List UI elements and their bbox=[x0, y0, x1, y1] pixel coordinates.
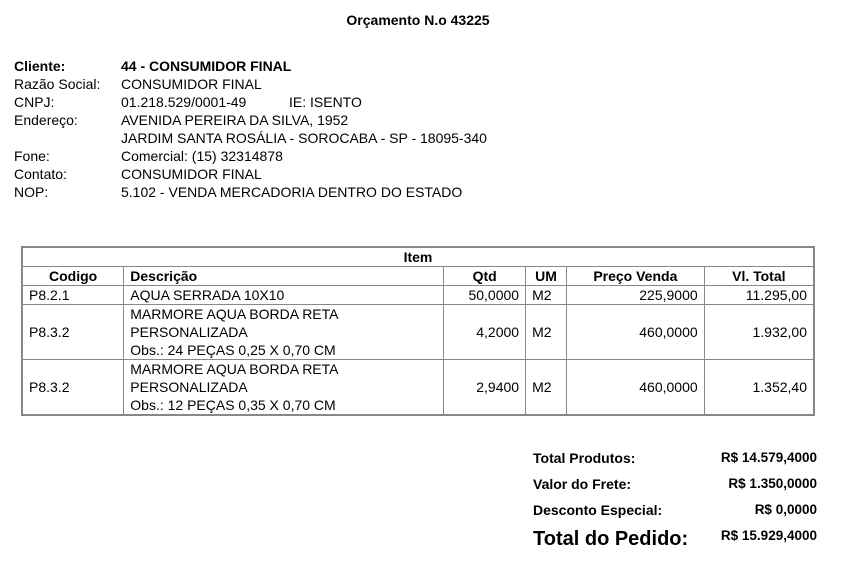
row-obs: Obs.: 12 PEÇAS 0,35 X 0,70 CM bbox=[130, 397, 336, 413]
row-desc-line: AQUA SERRADA 10X10 bbox=[130, 287, 285, 303]
endereco-line-2: JARDIM SANTA ROSÁLIA - SOROCABA - SP - 18095-340 bbox=[121, 130, 487, 146]
nop-value: 5.102 - VENDA MERCADORIA DENTRO DO ESTADO bbox=[121, 184, 463, 200]
row-descricao bbox=[124, 305, 444, 360]
totals-block bbox=[533, 450, 817, 554]
ie-value: IE: ISENTO bbox=[289, 94, 362, 110]
cnpj-value: 01.218.529/0001-49 bbox=[121, 94, 247, 110]
total-produtos-label: Total Produtos: bbox=[533, 450, 636, 466]
row-codigo: P8.2.1 bbox=[22, 286, 124, 305]
row-desc-line: MARMORE AQUA BORDA RETA bbox=[130, 306, 339, 322]
frete-row bbox=[533, 476, 817, 502]
row-desc-line: PERSONALIZADA bbox=[130, 379, 248, 395]
row-desc-line: MARMORE AQUA BORDA RETA bbox=[130, 361, 339, 377]
endereco-label: Endereço: bbox=[14, 112, 78, 128]
fone-value: Comercial: (15) 32314878 bbox=[121, 148, 283, 164]
nop-label: NOP: bbox=[14, 184, 49, 200]
razao-value: CONSUMIDOR FINAL bbox=[121, 76, 262, 92]
items-table bbox=[21, 246, 815, 416]
table-caption-row bbox=[22, 247, 814, 267]
razao-label: Razão Social: bbox=[14, 76, 101, 92]
row-desc-line: PERSONALIZADA bbox=[130, 324, 248, 340]
endereco-line-1: AVENIDA PEREIRA DA SILVA, 1952 bbox=[121, 112, 349, 128]
row-qtd: 2,9400 bbox=[444, 360, 526, 416]
cliente-value: 44 - CONSUMIDOR FINAL bbox=[121, 58, 292, 74]
row-descricao bbox=[124, 286, 444, 305]
row-codigo: P8.3.2 bbox=[22, 360, 124, 416]
header-preco: Preço Venda bbox=[567, 267, 705, 286]
row-total: 1.932,00 bbox=[704, 305, 814, 360]
row-total: 1.352,40 bbox=[704, 360, 814, 416]
row-um: M2 bbox=[526, 286, 567, 305]
row-um: M2 bbox=[526, 360, 567, 416]
total-pedido-label: Total do Pedido: bbox=[533, 528, 689, 550]
table-row bbox=[22, 305, 814, 360]
table-caption: Item bbox=[22, 247, 814, 267]
header-descricao: Descrição bbox=[124, 267, 444, 286]
row-preco: 460,0000 bbox=[567, 305, 705, 360]
contato-label: Contato: bbox=[14, 166, 67, 182]
total-pedido-row bbox=[533, 528, 817, 554]
desconto-row bbox=[533, 502, 817, 528]
contato-value: CONSUMIDOR FINAL bbox=[121, 166, 262, 182]
row-codigo: P8.3.2 bbox=[22, 305, 124, 360]
table-row bbox=[22, 286, 814, 305]
row-um: M2 bbox=[526, 305, 567, 360]
total-pedido-value: R$ 15.929,4000 bbox=[720, 528, 817, 543]
frete-value: R$ 1.350,0000 bbox=[728, 476, 817, 491]
row-preco: 225,9000 bbox=[567, 286, 705, 305]
page-title: Orçamento N.o 43225 bbox=[346, 12, 490, 28]
row-obs: Obs.: 24 PEÇAS 0,25 X 0,70 CM bbox=[130, 342, 336, 358]
fone-label: Fone: bbox=[14, 148, 50, 164]
header-qtd: Qtd bbox=[444, 267, 526, 286]
row-descricao bbox=[124, 360, 444, 416]
total-produtos-value: R$ 14.579,4000 bbox=[720, 450, 817, 465]
cnpj-label: CNPJ: bbox=[14, 94, 55, 110]
desconto-label: Desconto Especial: bbox=[533, 502, 663, 518]
row-total: 11.295,00 bbox=[704, 286, 814, 305]
cliente-label: Cliente: bbox=[14, 58, 66, 74]
header-um: UM bbox=[526, 267, 567, 286]
header-total: Vl. Total bbox=[704, 267, 814, 286]
table-header-row bbox=[22, 267, 814, 286]
row-preco: 460,0000 bbox=[567, 360, 705, 416]
table-row bbox=[22, 360, 814, 416]
row-qtd: 4,2000 bbox=[444, 305, 526, 360]
row-qtd: 50,0000 bbox=[444, 286, 526, 305]
total-produtos-row bbox=[533, 450, 817, 476]
desconto-value: R$ 0,0000 bbox=[754, 502, 817, 517]
header-codigo: Codigo bbox=[22, 267, 124, 286]
frete-label: Valor do Frete: bbox=[533, 476, 632, 492]
